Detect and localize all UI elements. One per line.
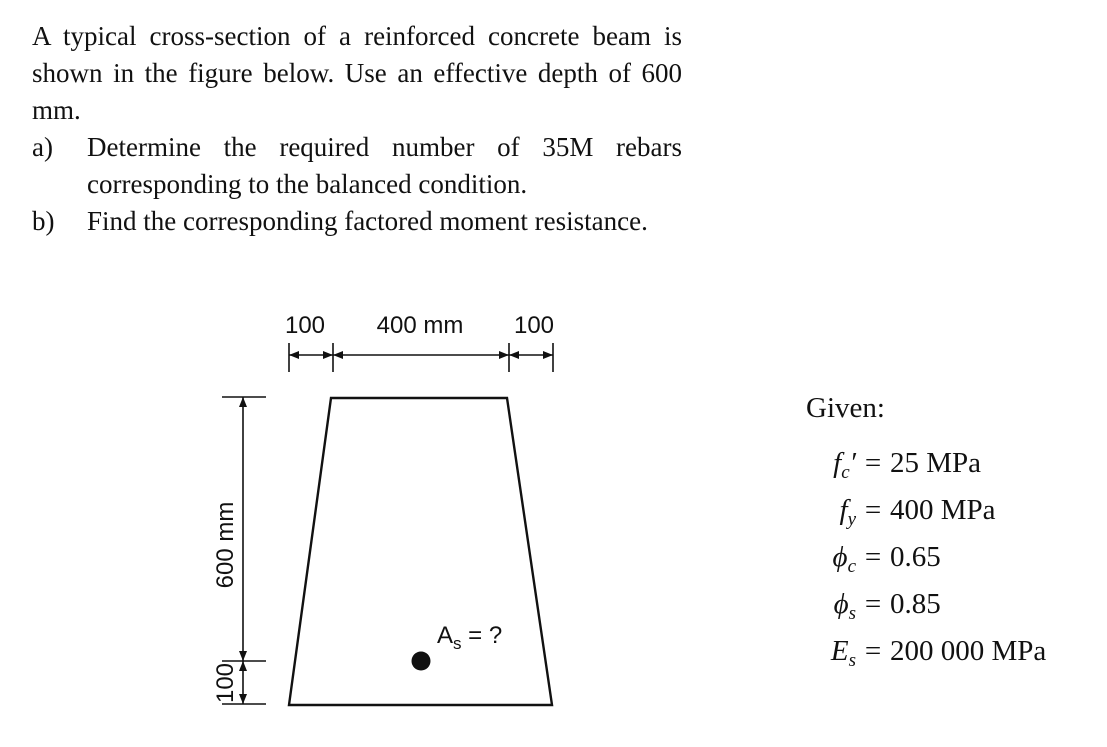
given-title: Given: xyxy=(806,392,885,424)
given-row-fy xyxy=(806,494,1046,541)
dim-label-top-right: 100 xyxy=(513,312,555,339)
equals-sign: = xyxy=(864,588,882,620)
rebar-dot-icon xyxy=(412,652,431,671)
item-label: a) xyxy=(32,132,53,162)
dim-label-top-left: 100 xyxy=(284,312,326,339)
top-dimension-line xyxy=(289,343,553,372)
equals-sign: = xyxy=(864,541,882,573)
equals-sign: = xyxy=(864,635,882,667)
equals-sign: = xyxy=(864,447,882,479)
dim-label-left-cover: 100 xyxy=(212,662,239,704)
given-value: 0.85 xyxy=(890,588,941,620)
given-value: 0.65 xyxy=(890,541,941,573)
given-symbol: $E_s$ xyxy=(830,635,856,671)
given-row-fc xyxy=(806,447,1046,494)
equals-sign: = xyxy=(864,494,882,526)
given-symbol: $\phi_s$ xyxy=(833,588,856,624)
problem-intro: A typical cross-section of a reinforced concrete beam is shown in the figure below. Use an effective depth of 600 mm. xyxy=(32,21,682,125)
given-values xyxy=(806,392,1046,682)
dim-label-top-middle: 400 mm xyxy=(376,312,464,339)
given-symbol: $f_y$ xyxy=(839,494,856,530)
item-text: Determine the required number of 35M rebars corresponding to the balanced condition. xyxy=(87,132,682,199)
given-row-phi-s xyxy=(806,588,1046,635)
given-symbol: $f_c'$ xyxy=(833,447,856,483)
given-row-phi-c xyxy=(806,541,1046,588)
item-text: Find the corresponding factored moment resistance. xyxy=(87,206,648,236)
given-value: 400 MPa xyxy=(890,494,996,526)
given-value: 200 000 MPa xyxy=(890,635,1047,667)
given-row-es xyxy=(806,635,1046,682)
steel-area-label: $A_s$ = ? xyxy=(437,622,503,653)
given-symbol: $\phi_c$ xyxy=(832,541,856,577)
dim-label-left-height: 600 mm xyxy=(212,501,239,589)
item-label: b) xyxy=(32,206,55,236)
given-value: 25 MPa xyxy=(890,447,982,479)
